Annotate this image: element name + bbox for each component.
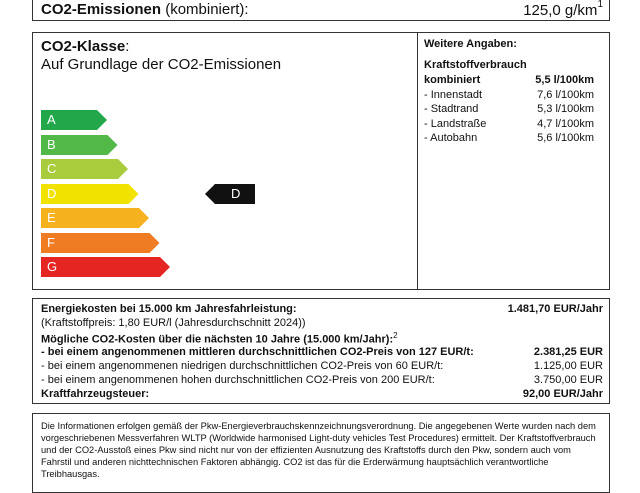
emissions-label-bold: CO2-Emissionen [41, 1, 162, 18]
co2-high-value: 3.750,00 EUR [533, 374, 603, 386]
consumption-value: 5,5 l/100km [535, 74, 594, 86]
co2-medium-value: 2.381,25 EUR [533, 346, 603, 358]
co2-high-label: - bei einem angenommenen hohen durchschnittlichen CO2-Preis von 200 EUR/t: [41, 374, 435, 386]
consumption-label: - Innenstadt [424, 88, 483, 101]
energy-costs-label: Energiekosten bei 15.000 km Jahresfahrleistung: [41, 303, 297, 315]
emissions-value-text: 125,0 g/km [523, 2, 598, 19]
co2-class-bar-c [41, 159, 128, 179]
consumption-row [424, 103, 604, 117]
co2-class-letter-d: D [47, 185, 57, 201]
co2-class-letter-e: E [47, 210, 56, 225]
current-class-marker-letter: D [231, 185, 241, 201]
co2-class-letter-f: F [47, 234, 55, 250]
co2-class-bar-f [41, 233, 160, 253]
emissions-box [32, 0, 610, 21]
co2-medium-label: - bei einem angenommenen mittleren durchschnittlichen CO2-Preis von 127 EUR/t: [41, 346, 474, 358]
co2-low-row [41, 360, 605, 373]
current-class-marker [205, 184, 255, 204]
consumption-label: - Stadtrand [424, 103, 479, 115]
consumption-value: 7,6 l/100km [537, 88, 594, 101]
co2-medium-row [41, 346, 605, 359]
co2-costs-footnote: 2 [393, 331, 398, 340]
co2-class-bar-g [41, 257, 170, 277]
emissions-label-rest: (kombiniert): [161, 1, 249, 18]
co2-costs-heading [41, 331, 398, 346]
consumption-row [424, 89, 604, 103]
co2-costs-label: Mögliche CO2-Kosten über die nächsten 10 Jahre (15.000 km/Jahr): [41, 333, 394, 346]
consumption-row [424, 132, 604, 146]
co2-class-bar-e [41, 208, 149, 228]
consumption-row [424, 118, 604, 132]
co2-class-bar-a [41, 110, 107, 130]
co2-low-label: - bei einem angenommenen niedrigen durchschnittlichen CO2-Preis von 60 EUR/t: [41, 360, 444, 372]
co2-high-row [41, 374, 605, 387]
co2-class-letter-g: G [47, 259, 58, 274]
co2-class-letter-c: C [47, 161, 57, 176]
co2-class-title-suffix: : [125, 38, 130, 55]
co2-class-title [41, 38, 129, 55]
info-text: Die Informationen erfolgen gemäß der Pkw-Energieverbrauchskennzeichnungsverordnung. Die angegebenen Werte wurden nach dem vorgeschriebenen Messverfahren WLTP (Worldwide harmonised Light-duty vehicles Test Procedures) ermittelt. Der Kraftstoffverbrauch und der CO2-Ausstoß eines Pkw sind nicht nur von der effizienten Ausnutzung des Kraftstoffs durch den Pkw, sondern auch vom Fahrstil und anderen nichttechnischen Faktoren abhängig. CO2 ist das für die Erderwärmung hauptsächlich verantwortliche Treibhausgas. [41, 421, 596, 479]
costs-box [32, 298, 610, 404]
consumption-heading: Kraftstoffverbrauch [424, 59, 527, 71]
vehicle-tax-value: 92,00 EUR/Jahr [522, 388, 603, 400]
co2-class-subtitle: Auf Grundlage der CO2-Emissionen [41, 56, 282, 73]
co2-class-scale-panel [33, 33, 417, 289]
vehicle-tax-label: Kraftfahrzeugsteuer: [41, 388, 150, 400]
co2-class-box [32, 32, 610, 290]
vehicle-tax-row [41, 388, 605, 401]
emissions-value [523, 1, 603, 19]
emissions-footnote: 1 [597, 0, 603, 10]
further-info-panel [417, 33, 610, 289]
energy-costs-value: 1.481,70 EUR/Jahr [507, 303, 603, 315]
co2-low-value: 1.125,00 EUR [533, 360, 603, 372]
consumption-label: - Landstraße [424, 117, 487, 130]
co2-class-title-bold: CO2-Klasse [41, 38, 126, 55]
co2-class-bar-d [41, 184, 139, 204]
consumption-row [424, 74, 604, 88]
consumption-label: kombiniert [424, 74, 481, 86]
co2-class-bar-b [41, 135, 118, 155]
consumption-value: 5,3 l/100km [537, 103, 594, 115]
consumption-value: 5,6 l/100km [537, 132, 594, 144]
co2-costs-heading-row [41, 331, 605, 344]
energy-costs-row [41, 303, 605, 316]
co2-class-letter-a: A [47, 112, 56, 127]
fuel-price-row [41, 317, 605, 330]
consumption-label: - Autobahn [424, 132, 478, 144]
further-heading: Weitere Angaben: [424, 38, 517, 50]
co2-class-letter-b: B [47, 136, 56, 152]
fuel-price-note: (Kraftstoffpreis: 1,80 EUR/l (Jahresdurchschnitt 2024)) [41, 317, 306, 329]
consumption-value: 4,7 l/100km [537, 117, 594, 130]
info-box [32, 413, 610, 493]
emissions-label [41, 1, 249, 18]
